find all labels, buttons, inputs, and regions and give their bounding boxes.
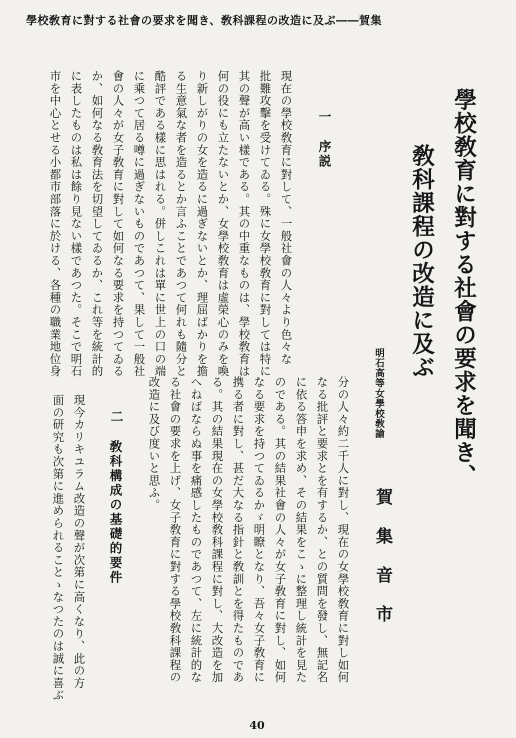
page-number: 40 [249,719,265,732]
section-2-heading: 敎科構成の基礎的要件 [108,440,123,585]
body-line: なる要求を持つてゐるかゞ明瞭となり、吾々女子敎育に [252,376,267,684]
body-line: 會の人々が女子敎育に對して如何なる要求を持つてゐる [111,70,126,378]
body-line: 市を中心とせる小都市部落に於ける、各種の職業地位身 [48,70,63,378]
article-title-line-2: 敎科課程の改造に及ぶ [408,144,435,379]
body-line: なる批評と要求とを有するか、との質問を發し、無記名 [315,376,330,684]
body-line: る社會の要求を上げ、女子敎育に對する學校敎科課程の [168,376,183,684]
body-line: り新しがりの女を造るに過ぎないとか、理屈ばかりを擔 [195,70,210,378]
body-line: 現在の學校敎育に對して、一般社會の人々より色々な [279,70,294,366]
body-line: に乘つて居る噂に過ぎないものであつて、果して一般社 [132,70,147,378]
body-line: へねばならぬ事を痛感したものであつて、左に統計的な [189,376,204,684]
section-1-number: 一 [317,110,332,123]
author-affiliation: 明石高等女學校敎諭 [373,348,384,439]
body-line: に依る答申を求め、その結果をこゝに整理し統計を見た [294,376,309,684]
article-title-line-1: 學校敎育に對する社會の要求を聞き、 [450,88,477,488]
body-line: 批難攻擊を受けてゐる。殊に女學校敎育に對しては特に [258,70,273,378]
body-line: に表したものは私は餘り見ない樣であつた。そこで明石 [69,70,84,378]
section-2-number: 二 [109,410,124,423]
body-line: る。其の結果現在の女學校敎科課程に對し、大改造を加 [210,376,225,684]
body-line: 分の人々約二千人に對し、現在の女學校敎育に對し如何 [336,376,351,684]
author-name: 賀集音市 [372,488,392,644]
body-line: 何の役にも立たないとか、女學校敎育は虛榮心のみを喚 [216,70,231,378]
body-line: 改造に及び度いと思ふ。 [147,376,162,512]
body-line: 其の聲が高い樣である。其の中重なものは、學校敎育は [237,70,252,378]
running-header: 學校敎育に對する社會の要求を聞き、敎科課程の改造に及ぶ――賀集 [26,14,383,27]
body-line: 携る者に對し、甚だ大なる指針と敎訓とを得たものであ [231,376,246,684]
body-line: のである。其の結果社會の人々が女子敎育に對し、如何 [273,376,288,684]
body-line: か、如何なる敎育法を切望してゐるか、これ等を統計的 [90,70,105,378]
section-1-heading: 序説 [317,140,332,169]
body-line: 酷評である樣に思はれる。併しこれは單に世上の口の端 [153,70,168,378]
body-line: 現今カリキユラム改造の聲が次第に高くなり、此の方 [72,394,87,690]
body-line: 面の研究も次第に進められることゝなつたのは誠に喜ぶ [51,394,66,702]
body-line: る生意氣な者を造るとか言ふことであつて何れも隨分と [174,70,189,378]
